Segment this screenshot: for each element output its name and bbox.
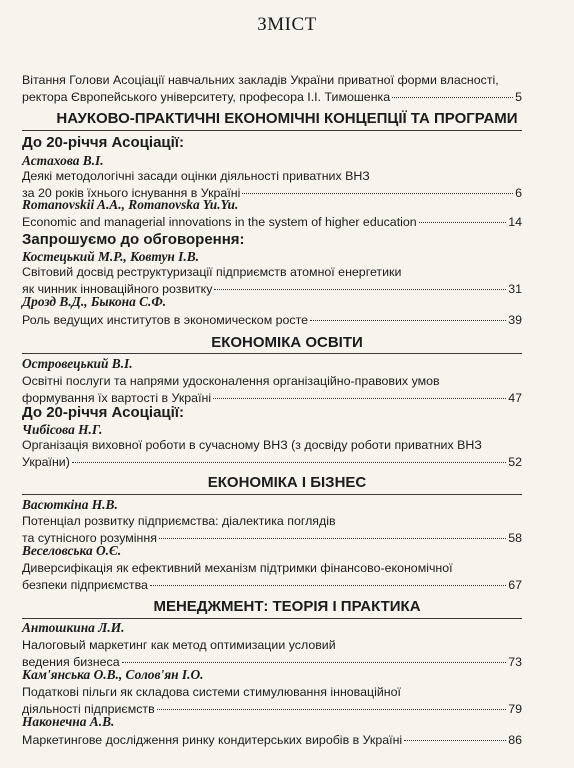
leader-dots [150,585,506,586]
toc-entry[interactable] [22,684,522,718]
entry-text: як чинник інноваційного розвитку [22,282,213,296]
page-title: ЗМІСТ [257,14,317,35]
entry-text: України) [22,455,70,469]
entry-text: Деякі методологічні засади оцінки діяльності приватних ВНЗ [22,169,370,183]
entry-author: Кам'янська О.В., Солов'ян І.О. [22,667,204,682]
page-number: 86 [508,733,522,747]
entry-text: діяльності підприємств [22,702,155,716]
leader-dots [72,462,506,463]
entry-text: за 20 років їхнього існування в Україні [22,186,241,200]
section-divider [22,618,522,619]
toc-entry-intro[interactable] [22,72,522,106]
entry-text: Диверсифікація як ефективний механізм підтримки фінансово-економічної [22,561,453,575]
toc-entry[interactable] [22,264,522,298]
entry-author: Островецький В.І. [22,356,133,371]
toc-entry[interactable] [22,513,522,547]
entry-text: Маркетингове дослідження ринку кондитерських виробів в Україні [22,733,403,747]
section-heading: МЕНЕДЖМЕНТ: ТЕОРІЯ І ПРАКТИКА [153,598,421,615]
entry-text: Вітання Голови Асоціації навчальних закладів України приватної форми власності, [22,73,499,87]
leader-dots [419,222,507,223]
page-number: 5 [515,90,522,104]
leader-dots [214,289,506,290]
entry-text: Світовий досвід реструктуризації підприємств атомної енергетики [22,265,402,279]
entry-author: Антошкина Л.И. [22,620,125,635]
page-number: 14 [508,215,522,229]
section-heading: ЕКОНОМІКА ОСВІТИ [211,334,363,351]
section-heading: НАУКОВО-ПРАКТИЧНІ ЕКОНОМІЧНІ КОНЦЕПЦІЇ ТА ПРОГРАМИ [56,110,518,127]
page-number: 58 [508,531,522,545]
leader-dots [213,398,506,399]
entry-author: Дрозд В.Д., Быкона С.Ф. [22,294,167,309]
entry-text: формування їх вартості в Україні [22,391,212,405]
section-divider [22,353,522,354]
entry-author: Астахова В.І. [22,153,104,168]
leader-dots [122,662,507,663]
entry-text: безпеки підприємства [22,578,148,592]
toc-entry[interactable] [22,214,522,231]
entry-text: та сутнісного розуміння [22,531,157,545]
entry-author: Веселовська О.Є. [22,543,122,558]
subheading: До 20-річчя Асоціації: [22,404,185,421]
entry-text: Роль ведущих институтов в экономическом росте [22,313,309,327]
section-divider [22,494,522,495]
entry-text: ректора Європейського університету, професора І.І. Тимошенка [22,90,391,104]
page-number: 6 [515,186,522,200]
subheading: До 20-річчя Асоціації: [22,134,185,151]
leader-dots [404,740,506,741]
entry-text: Організація виховної роботи в сучасному ВНЗ (з досвіду роботи приватних ВНЗ [22,438,482,452]
section-divider [22,130,522,131]
leader-dots [392,97,513,98]
entry-author: Чибісова Н.Г. [22,422,103,437]
entry-author: Васюткіна Н.В. [22,497,118,512]
toc-entry[interactable] [22,312,522,329]
toc-entry[interactable] [22,637,522,671]
toc-entry[interactable] [22,732,522,749]
leader-dots [242,193,513,194]
entry-author: Romanovskii A.A., Romanovska Yu.Yu. [22,197,239,212]
leader-dots [159,538,506,539]
page-number: 67 [508,578,522,592]
entry-text: Освітні послуги та напрями удосконалення організаційно-правових умов [22,374,440,388]
subheading: Запрошуємо до обговорення: [22,231,245,248]
page-number: 73 [508,655,522,669]
entry-text: Податкові пільги як складова системи стимулювання інноваційної [22,685,401,699]
toc-entry[interactable] [22,373,522,407]
page-number: 39 [508,313,522,327]
entry-text: ведения бизнеса [22,655,120,669]
page-number: 79 [508,702,522,716]
section-heading: ЕКОНОМІКА І БІЗНЕС [207,474,367,491]
leader-dots [310,320,506,321]
leader-dots [157,709,507,710]
entry-text: Потенціал розвитку підприємства: діалектика поглядів [22,514,336,528]
toc-entry[interactable] [22,560,522,594]
toc-entry[interactable] [22,437,522,471]
entry-author: Наконечна А.В. [22,714,115,729]
entry-text: Налоговый маркетинг как метод оптимизации условий [22,638,336,652]
page-number: 31 [508,282,522,296]
page-number: 47 [508,391,522,405]
entry-author: Костецький М.Р., Ковтун І.В. [22,249,200,264]
entry-text: Economic and managerial innovations in the system of higher education [22,215,417,229]
page-number: 52 [508,455,522,469]
